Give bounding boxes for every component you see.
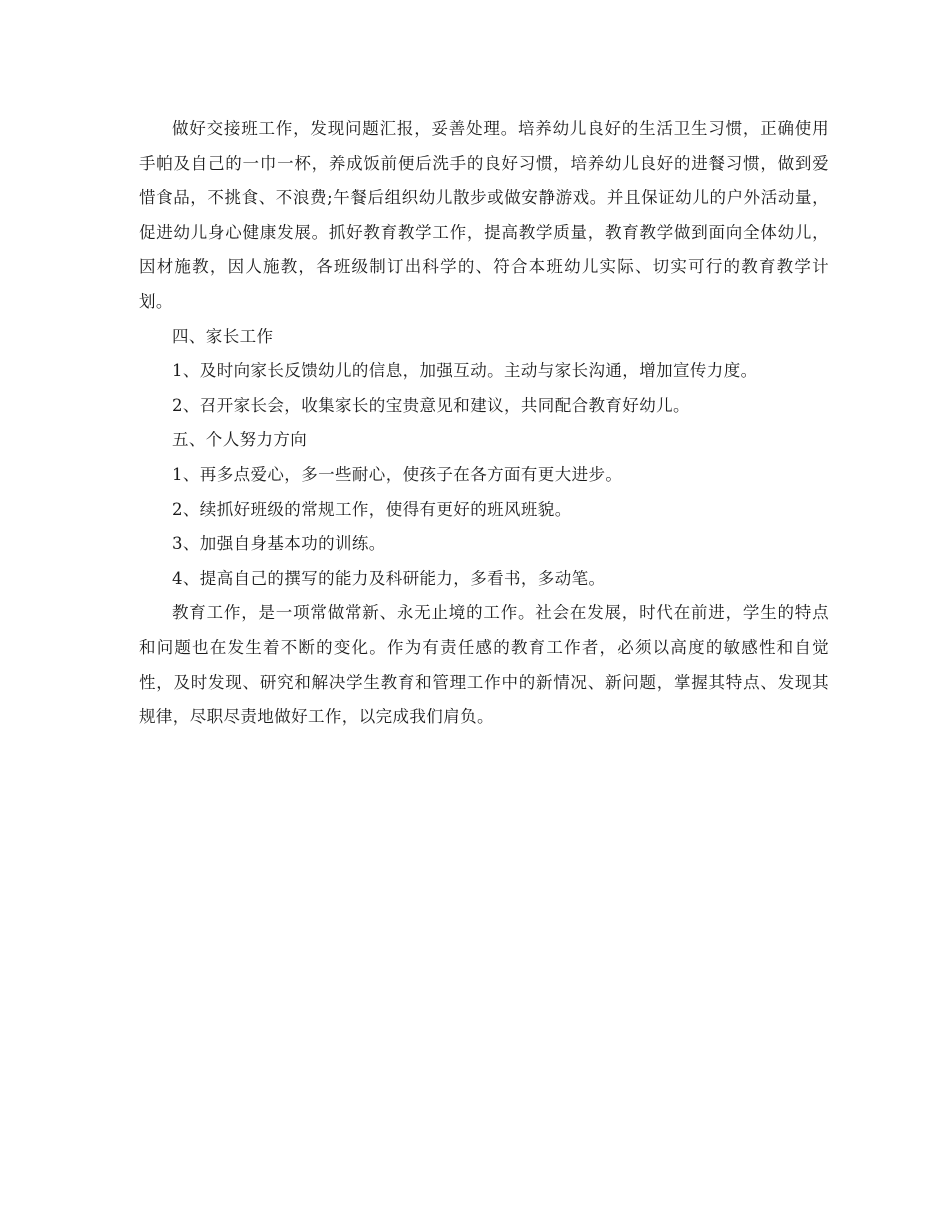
paragraph-conclusion: 教育工作，是一项常做常新、永无止境的工作。社会在发展，时代在前进，学生的特点和问题也在发生着不断的变化。作为有责任感的教育工作者，必须以高度的敏感性和自觉性，及时发现、研究和解决学生教育和管理工作中的新情况、新问题，掌握其特点、发现其规律，尽职尽责地做好工作，以完成我们肩负。	[139, 603, 829, 727]
list-item-basic-skills: 3、加强自身基本功的训练。	[172, 534, 386, 554]
list-item-patience: 1、再多点爱心，多一些耐心，使孩子在各方面有更大进步。	[172, 464, 623, 484]
section-heading-parent-work: 四、家长工作	[172, 326, 274, 346]
list-item-writing-research: 4、提高自己的撰写的能力及科研能力，多看书，多动笔。	[172, 568, 606, 588]
list-item-parent-feedback: 1、及时向家长反馈幼儿的信息，加强互动。主动与家长沟通，增加宣传力度。	[172, 361, 758, 381]
section-heading-personal-goals: 五、个人努力方向	[172, 430, 308, 450]
list-item-class-routine: 2、续抓好班级的常规工作，使得有更好的班风班貌。	[172, 499, 572, 519]
paragraph-childcare-routine: 做好交接班工作，发现问题汇报，妥善处理。培养幼儿良好的生活卫生习惯，正确使用手帕及自己的一巾一杯，养成饭前便后洗手的良好习惯，培养幼儿良好的进餐习惯，做到爱惜食品，不挑食、不浪费;午餐后组织幼儿散步或做安静游戏。并且保证幼儿的户外活动量，促进幼儿身心健康发展。抓好教育教学工作，提高教学质量，教育教学做到面向全体幼儿，因材施教，因人施教，各班级制订出科学的、符合本班幼儿实际、切实可行的教育教学计划。	[139, 119, 829, 311]
document-body	[139, 112, 829, 735]
list-item-parent-meeting: 2、召开家长会，收集家长的宝贵意见和建议，共同配合教育好幼儿。	[172, 395, 690, 415]
